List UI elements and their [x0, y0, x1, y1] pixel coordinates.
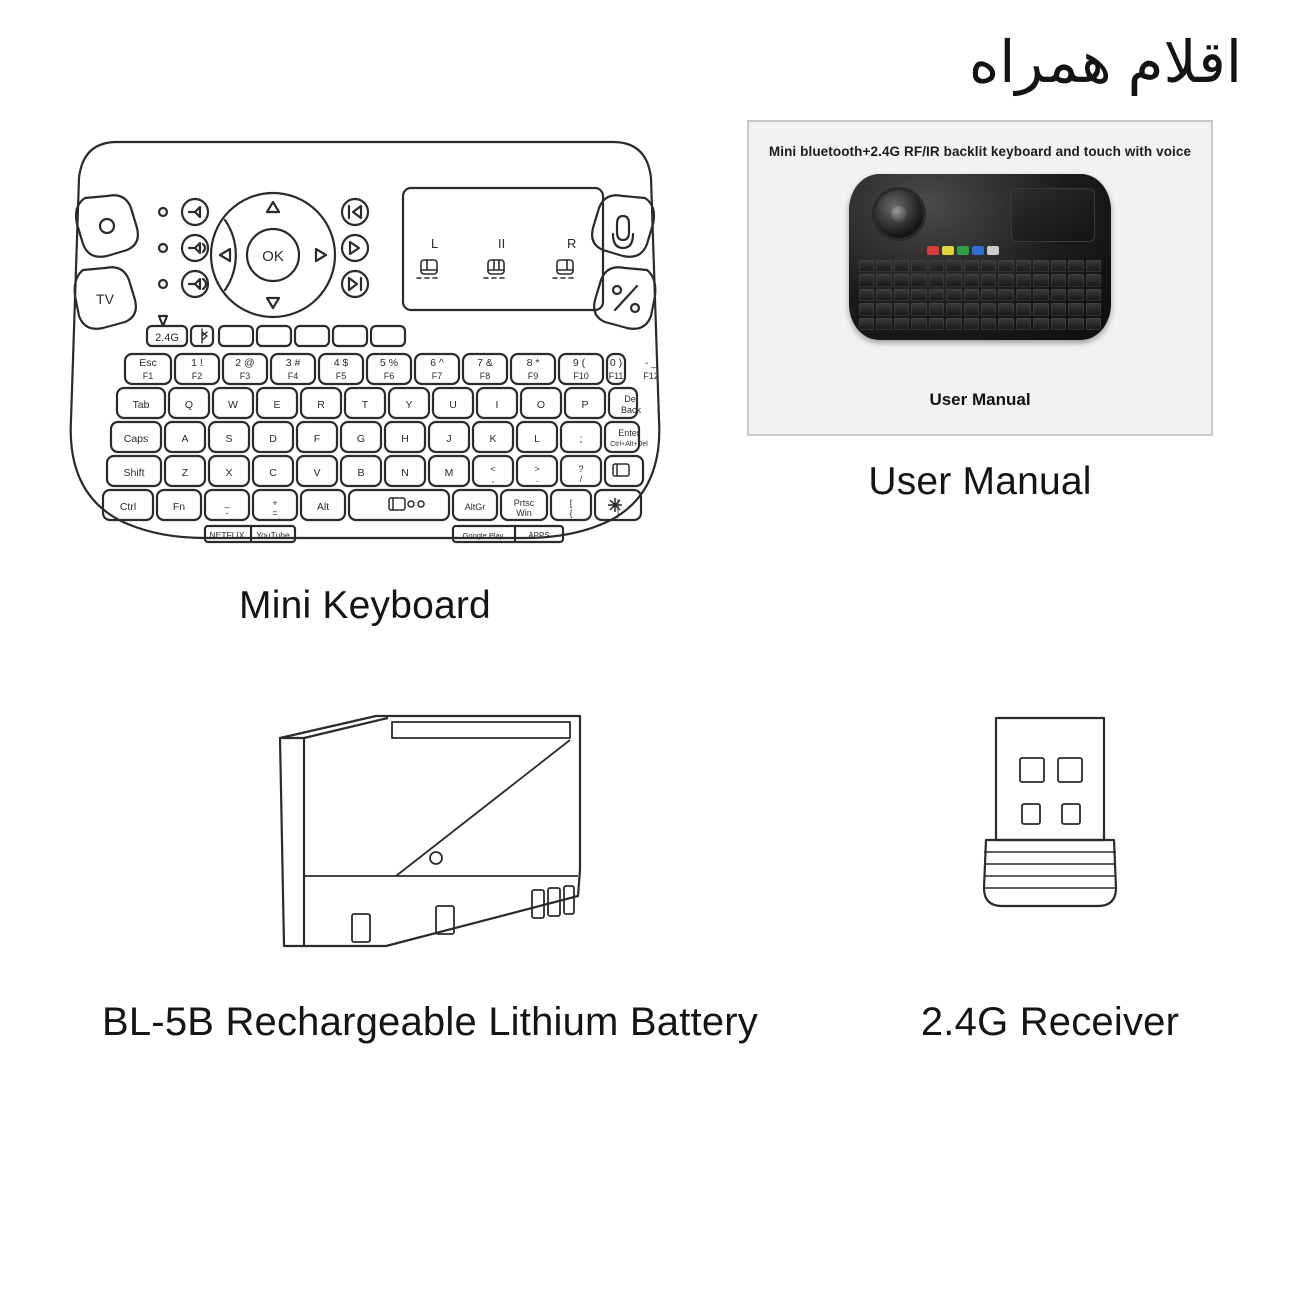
svg-text:[: [ [569, 498, 573, 508]
svg-text:F5: F5 [335, 371, 347, 381]
svg-text:J: J [446, 433, 452, 445]
svg-text:F3: F3 [239, 371, 251, 381]
svg-text:}: } [616, 508, 620, 518]
svg-text:M: M [444, 467, 454, 479]
svg-text:Tab: Tab [132, 399, 150, 411]
svg-text:G: G [356, 433, 366, 445]
svg-text:F10: F10 [573, 371, 589, 381]
svg-text:Win: Win [516, 508, 532, 518]
svg-text:C: C [269, 467, 277, 479]
svg-text:Prtsc: Prtsc [513, 498, 535, 508]
mini-keyboard-illustration [55, 120, 675, 560]
svg-text:Ctrl: Ctrl [119, 501, 137, 513]
svg-text:=: = [272, 508, 278, 518]
dpad-lens [875, 190, 923, 238]
svg-text:Ctrl+Alt+Del: Ctrl+Alt+Del [610, 441, 648, 448]
svg-text:2 @: 2 @ [235, 357, 255, 369]
svg-text:7 &: 7 & [477, 357, 493, 369]
svg-text:F2: F2 [191, 371, 203, 381]
keyboard-keys [859, 260, 1101, 330]
svg-text:APPS: APPS [528, 531, 550, 540]
svg-text:/: / [579, 474, 583, 484]
svg-text:>: > [534, 464, 540, 474]
svg-text:V: V [313, 467, 321, 479]
svg-text:I: I [495, 399, 499, 411]
svg-text:TV: TV [96, 291, 114, 307]
svg-text:- _: - _ [644, 357, 658, 369]
touchpad-area [1011, 188, 1095, 242]
svg-text:3 #: 3 # [285, 357, 301, 369]
svg-text:T: T [361, 399, 369, 411]
svg-text:Q: Q [184, 399, 194, 411]
svg-text:OK: OK [262, 248, 284, 265]
svg-text:R: R [567, 236, 577, 251]
svg-text:Alt: Alt [316, 501, 330, 513]
svg-text:F7: F7 [431, 371, 443, 381]
svg-text:Z: Z [181, 467, 189, 479]
item-receiver [840, 700, 1260, 1045]
item-mini-keyboard [40, 120, 690, 628]
svg-text:F1: F1 [142, 371, 154, 381]
svg-text:Del: Del [624, 394, 638, 404]
svg-text:Back: Back [620, 405, 642, 415]
svg-text:B: B [357, 467, 365, 479]
svg-text:Google Play: Google Play [462, 531, 504, 540]
svg-text:YouTube: YouTube [256, 530, 290, 540]
svg-text:O: O [536, 399, 546, 411]
svg-text:-: - [225, 508, 229, 518]
svg-text:R: R [317, 399, 325, 411]
svg-text:0 ): 0 ) [609, 357, 623, 369]
svg-text:D: D [269, 433, 277, 445]
svg-text:Y: Y [405, 399, 413, 411]
svg-text:X: X [225, 467, 233, 479]
item-battery [20, 700, 840, 1045]
item-user-manual [700, 120, 1260, 504]
manual-cover-footer: User Manual [929, 390, 1031, 409]
caption-receiver: 2.4G Receiver [920, 1000, 1180, 1044]
svg-text:]: ] [616, 498, 620, 508]
svg-text:L: L [534, 433, 540, 445]
svg-text:L: L [431, 236, 439, 251]
svg-text:W: W [228, 399, 238, 411]
svg-text:U: U [449, 399, 457, 411]
svg-text:4 $: 4 $ [333, 357, 349, 369]
color-key-row [927, 246, 999, 255]
svg-text:E: E [273, 399, 281, 411]
caption-battery: BL-5B Rechargeable Lithium Battery [101, 1000, 759, 1044]
svg-text:P: P [581, 399, 589, 411]
manual-cover-title: Mini bluetooth+2.4G RF/IR backlit keyboard and touch with voice [768, 144, 1192, 159]
svg-text:Esc: Esc [139, 357, 157, 369]
manual-cover-keyboard-photo [849, 174, 1111, 340]
svg-text:9 (: 9 ( [572, 357, 586, 369]
svg-text:5 %: 5 % [379, 357, 399, 369]
svg-text:.: . [535, 474, 539, 484]
svg-text:1 !: 1 ! [191, 357, 203, 369]
svg-text:Fn: Fn [172, 501, 186, 513]
usb-receiver-illustration [940, 700, 1160, 970]
svg-text:H: H [401, 433, 409, 445]
svg-text:;: ; [579, 433, 583, 445]
svg-text:F: F [313, 433, 321, 445]
svg-text:?: ? [578, 464, 584, 474]
svg-text:Caps: Caps [123, 433, 149, 445]
svg-text:F9: F9 [527, 371, 539, 381]
caption-user-manual: User Manual [868, 460, 1092, 503]
svg-text:F11: F11 [608, 371, 624, 381]
brand-title: اقلام همراه [968, 30, 1242, 95]
svg-text:AltGr: AltGr [464, 502, 486, 512]
svg-text:S: S [225, 433, 233, 445]
svg-text:2.4G: 2.4G [155, 332, 179, 344]
user-manual-sheet [747, 120, 1213, 436]
svg-text:_: _ [224, 498, 230, 508]
battery-illustration [240, 700, 620, 970]
svg-text:F8: F8 [479, 371, 491, 381]
svg-text:Enter: Enter [618, 428, 640, 438]
svg-text:N: N [401, 467, 409, 479]
svg-text:+: + [272, 498, 278, 508]
svg-text:F6: F6 [383, 371, 395, 381]
svg-text:<: < [490, 464, 496, 474]
svg-text:6 ^: 6 ^ [430, 357, 444, 369]
svg-text:{: { [569, 508, 573, 518]
caption-mini-keyboard: Mini Keyboard [239, 584, 491, 627]
svg-text:K: K [489, 433, 497, 445]
svg-text:F12: F12 [643, 371, 659, 381]
svg-text:F4: F4 [287, 371, 299, 381]
svg-text:Shift: Shift [123, 467, 145, 479]
svg-text:,: , [491, 474, 495, 484]
svg-text:A: A [181, 433, 189, 445]
svg-text:II: II [498, 236, 506, 251]
svg-text:NETFLIX: NETFLIX [209, 530, 245, 540]
svg-text:8 *: 8 * [526, 357, 540, 369]
